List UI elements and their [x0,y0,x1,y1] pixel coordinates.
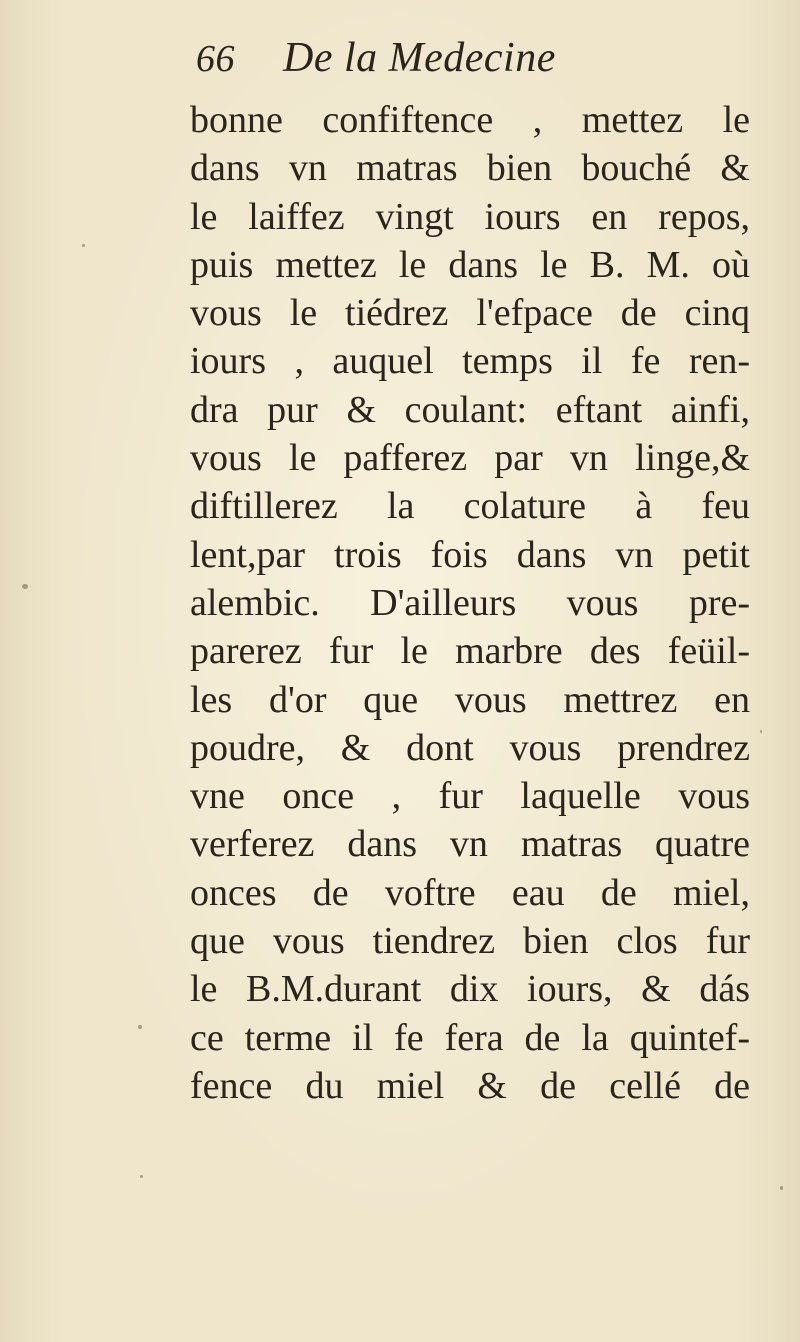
text-line: alembic. D'ailleurs vous pre- [190,581,750,624]
text-line: bonne confiftence , mettez le [190,99,750,141]
text-line: puis mettez le dans le B. M. où [190,243,750,286]
body-text [190,96,750,1110]
text-line: ce terme il fe fera de la quintef- [190,1016,750,1059]
text-line: diftillerez la colature à feu [190,485,750,528]
text-line: vne once , fur laquelle vous [190,775,750,818]
text-line: vous le tiédrez l'efpace de cinq [190,292,750,335]
text-line: le B.M.durant dix iours, & dás [190,968,750,1011]
text-line: le laiffez vingt iours en repos, [190,195,750,238]
text-line: fence du miel & de cellé de [190,1064,750,1107]
text-line: onces de voftre eau de miel, [190,871,750,914]
text-line: dans vn matras bien bouché & [190,147,750,190]
text-line: parerez fur le marbre des feüil- [190,630,750,673]
text-line: poudre, & dont vous prendrez [190,726,750,769]
text-line: vous le pafferez par vn linge,& [190,437,750,480]
text-line: iours , auquel temps il fe ren- [190,340,750,383]
text-line: les d'or que vous mettrez en [190,678,750,721]
text-line: lent,par trois fois dans vn petit [190,533,750,576]
running-head [196,34,556,94]
text-line: verferez dans vn matras quatre [190,823,750,866]
text-line: dra pur & coulant: eftant ainfi, [190,388,750,431]
text-line: que vous tiendrez bien clos fur [190,920,750,963]
page-number: 66 [196,38,235,80]
running-title: De la Medecine [283,35,556,81]
